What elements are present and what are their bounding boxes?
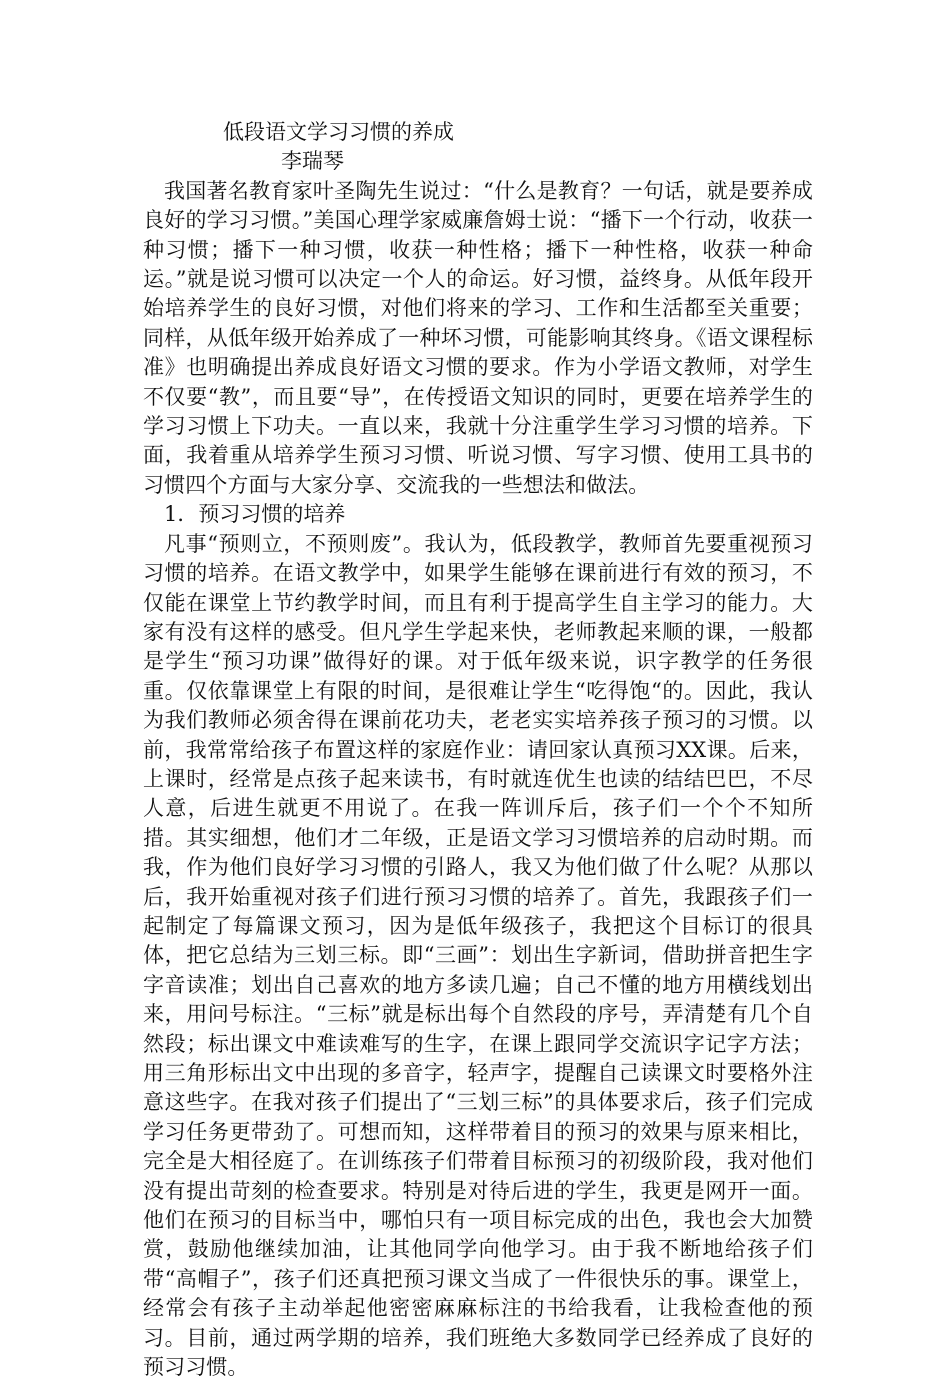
document-title: 低段语文学习习惯的养成 [223,120,454,144]
document-body [143,118,813,1382]
section-heading: 1．预习习惯的培养 [164,502,346,527]
intro-paragraph: 我国著名教育家叶圣陶先生说过：“什么是教育？一句话，就是要养成良好的学习习惯。”美国心理学家威廉詹姆士说：“播下一个行动，收获一种习惯；播下一种习惯，收获一种性格；播下一种性格，收获一种命运。”就是说习惯可以决定一个人的命运。好习惯，益终身。从低年段开始培养学生的良好习惯，对他们将来的学习、工作和生活都至关重要；同样，从低年级开始养成了一种坏习惯，可能影响其终身。《语文课程标准》也明确提出养成良好语文习惯的要求。作为小学语文教师，对学生不仅要“教”，而且要“导”，在传授语文知识的同时，更要在培养学生的学习习惯上下功夫。一直以来，我就十分注重学生学习习惯的培养。下面，我着重从培养学生预习习惯、听说习惯、写字习惯、使用工具书的习惯四个方面与大家分享、交流我的一些想法和做法。 [143,178,813,497]
document-author: 李瑞琴 [281,149,344,174]
section-paragraph: 凡事“预则立，不预则废”。我认为，低段教学，教师首先要重视预习习惯的培养。在语文教学中，如果学生能够在课前进行有效的预习，不仅能在课堂上节约教学时间，而且有利于提高学生自主学习的能力。大家有没有这样的感受。但凡学生学起来快，老师教起来顺的课，一般都是学生“预习功课”做得好的课。对于低年级来说，识字教学的任务很重。仅依靠课堂上有限的时间，是很难让学生“吃得饱“的。因此，我认为我们教师必须舍得在课前花功夫，老老实实培养孩子预习的习惯。以前，我常常给孩子布置这样的家庭作业：请回家认真预习XX课。后来，上课时，经常是点孩子起来读书，有时就连优生也读的结结巴巴，不尽人意，后进生就更不用说了。在我一阵训斥后，孩子们一个个不知所措。其实细想，他们才二年级，正是语文学习习惯培养的启动时期。而我，作为他们良好学习习惯的引路人，我又为他们做了什么呢？从那以后，我开始重视对孩子们进行预习习惯的培养了。首先，我跟孩子们一起制定了每篇课文预习，因为是低年级孩子，我把这个目标订的很具体，把它总结为三划三标。即“三画”：划出生字新词，借助拼音把生字字音读准；划出自己喜欢的地方多读几遍；自己不懂的地方用横线划出来，用问号标注。“三标”就是标出每个自然段的序号，弄清楚有几个自然段；标出课文中难读难写的生字，在课上跟同学交流识字记字方法；用三角形标出文中出现的多音字，轻声字，提醒自己读课文时要格外注意这些字。在我对孩子们提出了“三划三标”的具体要求后，孩子们完成学习任务更带劲了。可想而知，这样带着目的预习的效果与原来相比，完全是大相径庭了。在训练孩子们带着目标预习的初级阶段，我对他们没有提出苛刻的检查要求。特别是对待后进的学生，我更是网开一面。他们在预习的目标当中，哪怕只有一项目标完成的出色，我也会大加赞赏，鼓励他继续加油，让其他同学向他学习。由于我不断地给孩子们带“高帽子”，孩子们还真把预习课文当成了一件很快乐的事。课堂上，经常会有孩子主动举起他密密麻麻标注的书给我看，让我检查他的预习。目前，通过两学期的培养，我们班绝大多数同学已经养成了良好的预习习惯。 [143,531,813,1380]
